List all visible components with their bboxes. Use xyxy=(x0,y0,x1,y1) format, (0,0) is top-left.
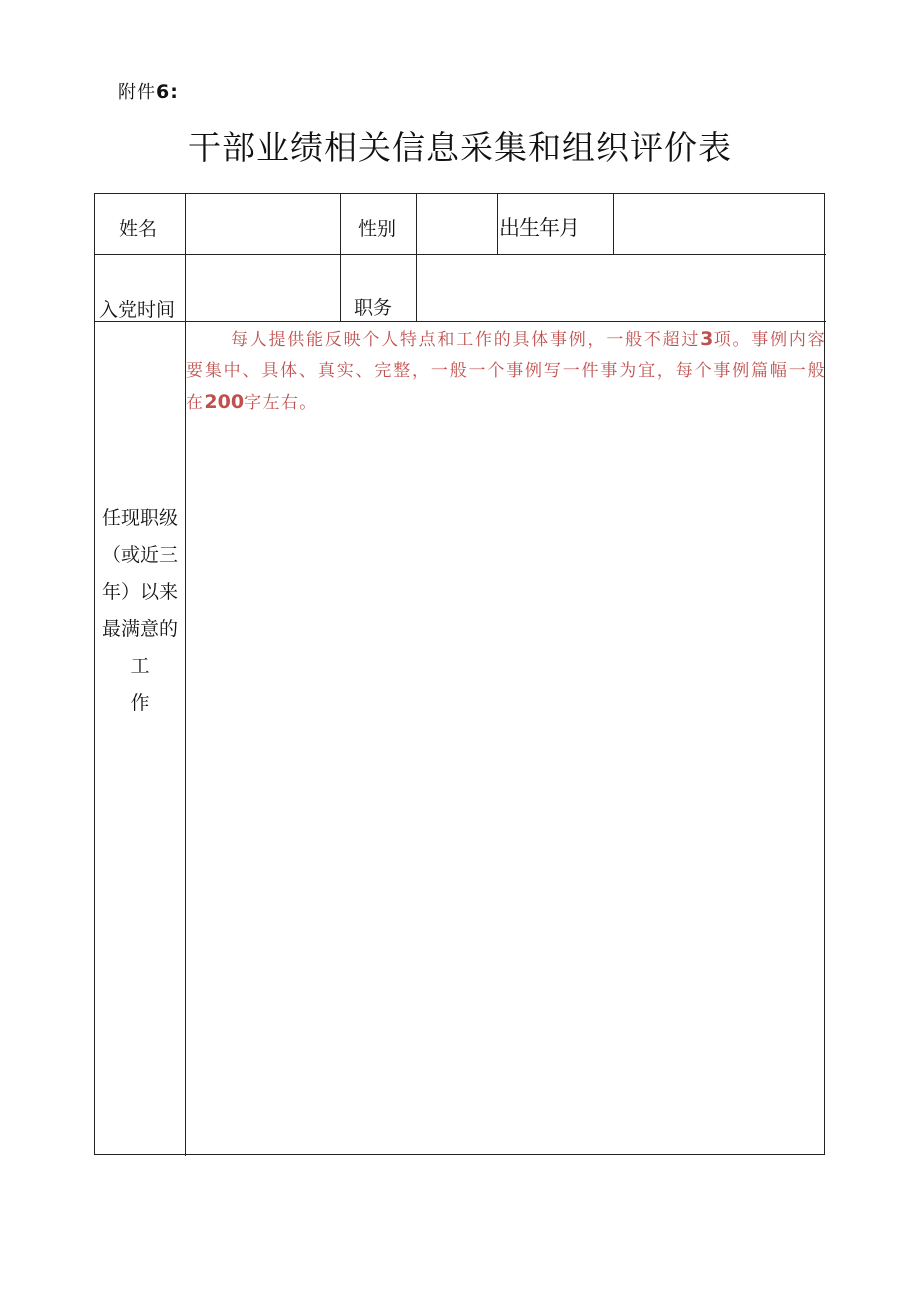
work-label-line: 年）以来 xyxy=(101,581,178,603)
col-divider-2 xyxy=(340,194,341,321)
instruction-text[interactable] xyxy=(186,324,826,419)
col-divider-4 xyxy=(497,194,498,254)
birth-date-field[interactable] xyxy=(615,194,825,253)
birth-date-label: 出生年月 xyxy=(499,216,579,240)
instruction-number: 200 xyxy=(204,391,245,413)
instruction-part: 项。事例内容要集中、具体、真实、完整，一般一个事例写一件事为宜，每个事例篇幅一般在 xyxy=(186,330,827,413)
gender-field[interactable] xyxy=(418,194,496,253)
instruction-part: 字左右。 xyxy=(244,393,318,413)
work-label-line: （或近三 xyxy=(101,544,178,566)
work-label-line: 作 xyxy=(130,692,150,714)
party-join-date-label: 入党时间 xyxy=(99,299,176,321)
row-divider-2 xyxy=(95,321,826,322)
work-label-line: 最满意的 xyxy=(101,618,178,640)
page-title: 干部业绩相关信息采集和组织评价表 xyxy=(188,128,732,167)
position-label: 职务 xyxy=(354,297,393,319)
attachment-prefix: 附件 xyxy=(118,82,156,103)
satisfying-work-label xyxy=(95,500,185,722)
row-divider-1 xyxy=(95,254,826,255)
position-field[interactable] xyxy=(418,256,825,320)
party-join-date-field[interactable] xyxy=(187,256,339,320)
instruction-number: 3 xyxy=(700,328,714,350)
instruction-part: 每人提供能反映个人特点和工作的具体事例，一般不超过 xyxy=(231,330,701,350)
work-label-line: 任现职级 xyxy=(101,507,178,529)
work-label-line: 工 xyxy=(130,655,150,677)
name-label: 姓名 xyxy=(119,218,158,240)
col-divider-5 xyxy=(613,194,614,254)
evaluation-form xyxy=(94,193,825,1155)
col-divider-3 xyxy=(416,194,417,321)
attachment-number: 6: xyxy=(156,81,179,103)
attachment-label xyxy=(118,78,179,104)
name-field[interactable] xyxy=(187,194,339,253)
gender-label: 性别 xyxy=(358,218,397,240)
